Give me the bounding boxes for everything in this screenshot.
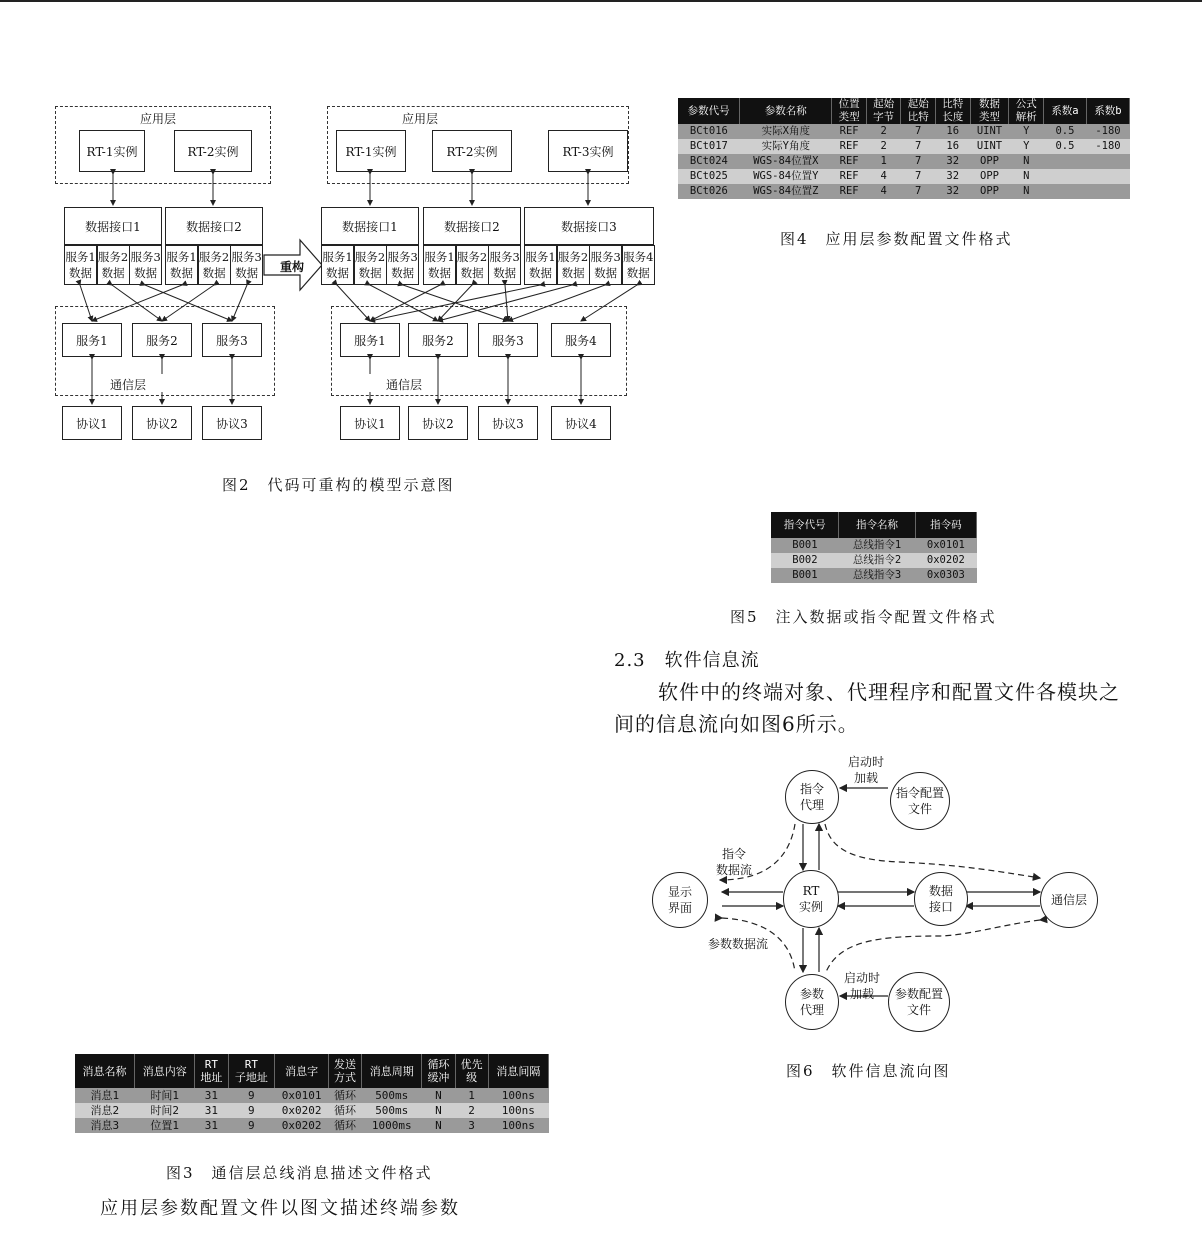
rt-instance-box: RT-1实例	[79, 130, 145, 172]
data-interface-box: 数据接口1	[321, 207, 419, 245]
fig4-cell: UINT	[970, 139, 1009, 154]
app-layer-label-right: 应用层	[402, 112, 439, 126]
service-box: 服务2	[132, 323, 192, 357]
fig3-cell: 100ns	[488, 1088, 548, 1103]
fig4-cell: WGS-84位置Y	[740, 169, 832, 184]
fig4-cell: 7	[901, 184, 936, 199]
fig3-cell: 消息2	[75, 1103, 135, 1118]
fig4-cell: 4	[866, 169, 901, 184]
rt-instance-label: RT 实例	[798, 884, 823, 914]
service-box: 服务1	[340, 323, 400, 357]
fig4-cell: REF	[832, 184, 867, 199]
rt-instance-box: RT-2实例	[432, 130, 512, 172]
fig4-cell: 1	[866, 154, 901, 169]
service-data-cell: 服务3 数据	[129, 245, 162, 285]
comm-layer-label-right: 通信层	[386, 378, 423, 392]
fig5-cell: B001	[771, 568, 839, 583]
fig4-cell: Y	[1009, 139, 1044, 154]
fig4-header-cell: 系数b	[1086, 98, 1129, 124]
fig4-cell: -180	[1086, 124, 1129, 139]
fig4-cell: OPP	[970, 154, 1009, 169]
protocol-box: 协议3	[202, 406, 262, 440]
fig3-cell: N	[422, 1088, 455, 1103]
figure-2-caption: 图2 代码可重构的模型示意图	[222, 476, 455, 494]
fig4-header-cell: 起始 比特	[901, 98, 936, 124]
fig3-cell: 循环	[328, 1118, 361, 1133]
app-layer-label-left: 应用层	[140, 112, 177, 126]
fig4-cell: 32	[935, 184, 970, 199]
fig3-cell: 100ns	[488, 1118, 548, 1133]
fig3-cell: 1	[455, 1088, 488, 1103]
protocol-box: 协议3	[478, 406, 538, 440]
cmd-agent-node	[785, 770, 839, 824]
figure-5-caption: 图5 注入数据或指令配置文件格式	[730, 608, 997, 626]
fig4-cell: 7	[901, 169, 936, 184]
data-interface-box: 数据接口3	[524, 207, 654, 245]
fig4-cell: REF	[832, 169, 867, 184]
service-data-cell: 服务1 数据	[64, 245, 97, 285]
protocol-box: 协议1	[62, 406, 122, 440]
data-interface-box: 数据接口1	[64, 207, 162, 245]
service-data-cell: 服务1 数据	[321, 245, 354, 285]
fig4-cell: 16	[935, 139, 970, 154]
fig4-cell: BCt025	[678, 169, 740, 184]
display-label: 显示 界面	[667, 885, 692, 915]
service-data-cell: 服务3 数据	[386, 245, 419, 285]
param-config-label: 参数配置 文件	[894, 987, 943, 1017]
fig3-cell: 0x0101	[275, 1088, 329, 1103]
service-data-cell: 服务1 数据	[524, 245, 557, 285]
fig3-row	[75, 1118, 549, 1133]
fig3-header-cell: 发送 方式	[328, 1054, 361, 1088]
fig3-cell: 0x0202	[275, 1103, 329, 1118]
fig4-cell: 7	[901, 124, 936, 139]
load-at-startup-label: 启动时 加载	[844, 971, 881, 1001]
fig3-cell: N	[422, 1103, 455, 1118]
fig5-cell: B002	[771, 553, 839, 568]
fig5-cell: 0x0303	[915, 568, 976, 583]
fig5-header-cell: 指令代号	[771, 512, 839, 538]
rt-instance-box: RT-1实例	[336, 130, 406, 172]
data-interface-box: 数据接口2	[165, 207, 263, 245]
service-data-cell: 服务2 数据	[97, 245, 130, 285]
param-agent-node	[785, 974, 839, 1030]
cmd-config-label: 指令配置 文件	[895, 786, 944, 816]
rt-instance-box: RT-2实例	[174, 130, 252, 172]
load-at-startup-label: 启动时 加载	[848, 755, 885, 785]
service-box: 服务1	[62, 323, 122, 357]
param-agent-label: 参数 代理	[799, 987, 824, 1017]
fig3-cell: 31	[195, 1088, 228, 1103]
fig3-cell: 消息1	[75, 1088, 135, 1103]
fig3-cell: 9	[228, 1118, 275, 1133]
service-box: 服务4	[551, 323, 611, 357]
fig4-cell: REF	[832, 139, 867, 154]
comm-layer-node	[1040, 872, 1098, 928]
fig4-cell: OPP	[970, 169, 1009, 184]
fig4-cell: UINT	[970, 124, 1009, 139]
fig4-cell: REF	[832, 154, 867, 169]
display-node	[652, 872, 708, 928]
protocol-box: 协议4	[551, 406, 611, 440]
fig4-cell: BCt024	[678, 154, 740, 169]
fig3-cell: 位置1	[135, 1118, 195, 1133]
fig5-cell: 0x0202	[915, 553, 976, 568]
fig4-cell: N	[1009, 184, 1044, 199]
comm-layer-label: 通信层	[1050, 893, 1087, 907]
fig4-cell: BCt017	[678, 139, 740, 154]
rt-instance-box: RT-3实例	[548, 130, 628, 172]
service-data-cell: 服务3 数据	[230, 245, 263, 285]
fig3-header-cell: RT 子地址	[228, 1054, 275, 1088]
service-data-cell: 服务3 数据	[589, 245, 622, 285]
fig4-cell: 32	[935, 154, 970, 169]
figure-4-caption: 图4 应用层参数配置文件格式	[780, 230, 1013, 248]
fig3-cell: 100ns	[488, 1103, 548, 1118]
fig4-header-cell: 数据 类型	[970, 98, 1009, 124]
fig3-cell: 31	[195, 1118, 228, 1133]
fig4-cell: 7	[901, 154, 936, 169]
fig4-header-cell: 参数代号	[678, 98, 740, 124]
body-paragraph-line: 间的信息流向如图6所示。	[614, 712, 859, 736]
service-data-cell: 服务3 数据	[488, 245, 521, 285]
fig3-cell: 31	[195, 1103, 228, 1118]
fig5-header-cell: 指令码	[915, 512, 976, 538]
fig4-cell: 实际Y角度	[740, 139, 832, 154]
fig3-header-cell: 消息内容	[135, 1054, 195, 1088]
cmd-dataflow-label: 指令 数据流	[716, 847, 753, 877]
data-interface-label: 数据 接口	[928, 884, 953, 914]
refactor-label: 重构	[280, 260, 305, 274]
fig4-cell: WGS-84位置Z	[740, 184, 832, 199]
fig5-cell: 总线指令1	[839, 538, 915, 553]
figure-3-caption: 图3 通信层总线消息描述文件格式	[166, 1164, 433, 1182]
fig4-header-cell: 参数名称	[740, 98, 832, 124]
comm-layer-label-left: 通信层	[110, 378, 147, 392]
protocol-box: 协议2	[408, 406, 468, 440]
fig3-row	[75, 1103, 549, 1118]
fig4-cell: 实际X角度	[740, 124, 832, 139]
fig3-header-cell: 循环 缓冲	[422, 1054, 455, 1088]
fig4-cell: 0.5	[1044, 139, 1087, 154]
fig4-cell: 16	[935, 124, 970, 139]
figure-6-caption: 图6 软件信息流向图	[786, 1062, 951, 1080]
service-data-cell: 服务2 数据	[354, 245, 387, 285]
param-config-node	[888, 972, 950, 1032]
fig5-cell: 总线指令3	[839, 568, 915, 583]
fig3-header-cell: 消息字	[275, 1054, 329, 1088]
fig5-cell: 0x0101	[915, 538, 976, 553]
fig4-header-cell: 系数a	[1044, 98, 1087, 124]
truncated-text: 应用层参数配置文件以图文描述终端参数	[100, 1198, 460, 1219]
fig3-header-cell: 消息名称	[75, 1054, 135, 1088]
fig3-cell: 1000ms	[362, 1118, 422, 1133]
service-data-cell: 服务4 数据	[622, 245, 655, 285]
fig3-cell: 9	[228, 1103, 275, 1118]
fig3-header-cell: RT 地址	[195, 1054, 228, 1088]
fig4-cell: N	[1009, 154, 1044, 169]
fig3-cell: N	[422, 1118, 455, 1133]
service-data-cell: 服务2 数据	[557, 245, 590, 285]
fig4-cell: 32	[935, 169, 970, 184]
fig5-cell: B001	[771, 538, 839, 553]
fig3-cell: 时间1	[135, 1088, 195, 1103]
fig4-cell: 0.5	[1044, 124, 1087, 139]
fig3-header-cell: 优先 级	[455, 1054, 488, 1088]
service-box: 服务3	[478, 323, 538, 357]
fig3-cell: 500ms	[362, 1088, 422, 1103]
fig4-header-cell: 比特 长度	[935, 98, 970, 124]
fig4-header-cell: 起始 字节	[866, 98, 901, 124]
data-interface-box: 数据接口2	[423, 207, 521, 245]
fig4-cell: BCt026	[678, 184, 740, 199]
fig4-header-cell: 位置 类型	[832, 98, 867, 124]
service-data-cell: 服务1 数据	[165, 245, 198, 285]
fig4-cell: OPP	[970, 184, 1009, 199]
cmd-agent-label: 指令 代理	[799, 782, 824, 812]
figure-3-table	[75, 1054, 549, 1133]
rt-instance-node	[783, 870, 839, 928]
protocol-box: 协议2	[132, 406, 192, 440]
fig3-header-cell: 消息间隔	[488, 1054, 548, 1088]
fig3-header-cell: 消息周期	[362, 1054, 422, 1088]
service-box: 服务3	[202, 323, 262, 357]
fig4-cell: 4	[866, 184, 901, 199]
fig3-cell: 循环	[328, 1088, 361, 1103]
fig4-cell: Y	[1009, 124, 1044, 139]
fig4-header-cell: 公式 解析	[1009, 98, 1044, 124]
service-data-cell: 服务2 数据	[456, 245, 489, 285]
section-heading: 2.3 软件信息流	[614, 650, 760, 671]
service-box: 服务2	[408, 323, 468, 357]
param-dataflow-label: 参数数据流	[708, 937, 769, 951]
fig4-cell: BCt016	[678, 124, 740, 139]
protocol-box: 协议1	[340, 406, 400, 440]
fig5-cell: 总线指令2	[839, 553, 915, 568]
fig4-cell: 2	[866, 124, 901, 139]
fig4-cell: 7	[901, 139, 936, 154]
fig4-cell: REF	[832, 124, 867, 139]
fig3-row	[75, 1088, 549, 1103]
body-paragraph-line: 软件中的终端对象、代理程序和配置文件各模块之	[658, 680, 1120, 704]
fig4-cell: N	[1009, 169, 1044, 184]
fig3-cell: 3	[455, 1118, 488, 1133]
fig3-cell: 消息3	[75, 1118, 135, 1133]
fig4-cell: WGS-84位置X	[740, 154, 832, 169]
fig3-cell: 时间2	[135, 1103, 195, 1118]
fig4-cell: 2	[866, 139, 901, 154]
fig3-cell: 循环	[328, 1103, 361, 1118]
fig3-cell: 0x0202	[275, 1118, 329, 1133]
fig3-cell: 500ms	[362, 1103, 422, 1118]
fig4-cell: -180	[1086, 139, 1129, 154]
service-data-cell: 服务2 数据	[198, 245, 231, 285]
fig3-cell: 2	[455, 1103, 488, 1118]
fig3-cell: 9	[228, 1088, 275, 1103]
data-interface-node	[914, 872, 968, 926]
truncated-text-line	[100, 1198, 580, 1219]
cmd-config-node	[890, 772, 950, 830]
service-data-cell: 服务1 数据	[423, 245, 456, 285]
fig5-header-cell: 指令名称	[839, 512, 915, 538]
